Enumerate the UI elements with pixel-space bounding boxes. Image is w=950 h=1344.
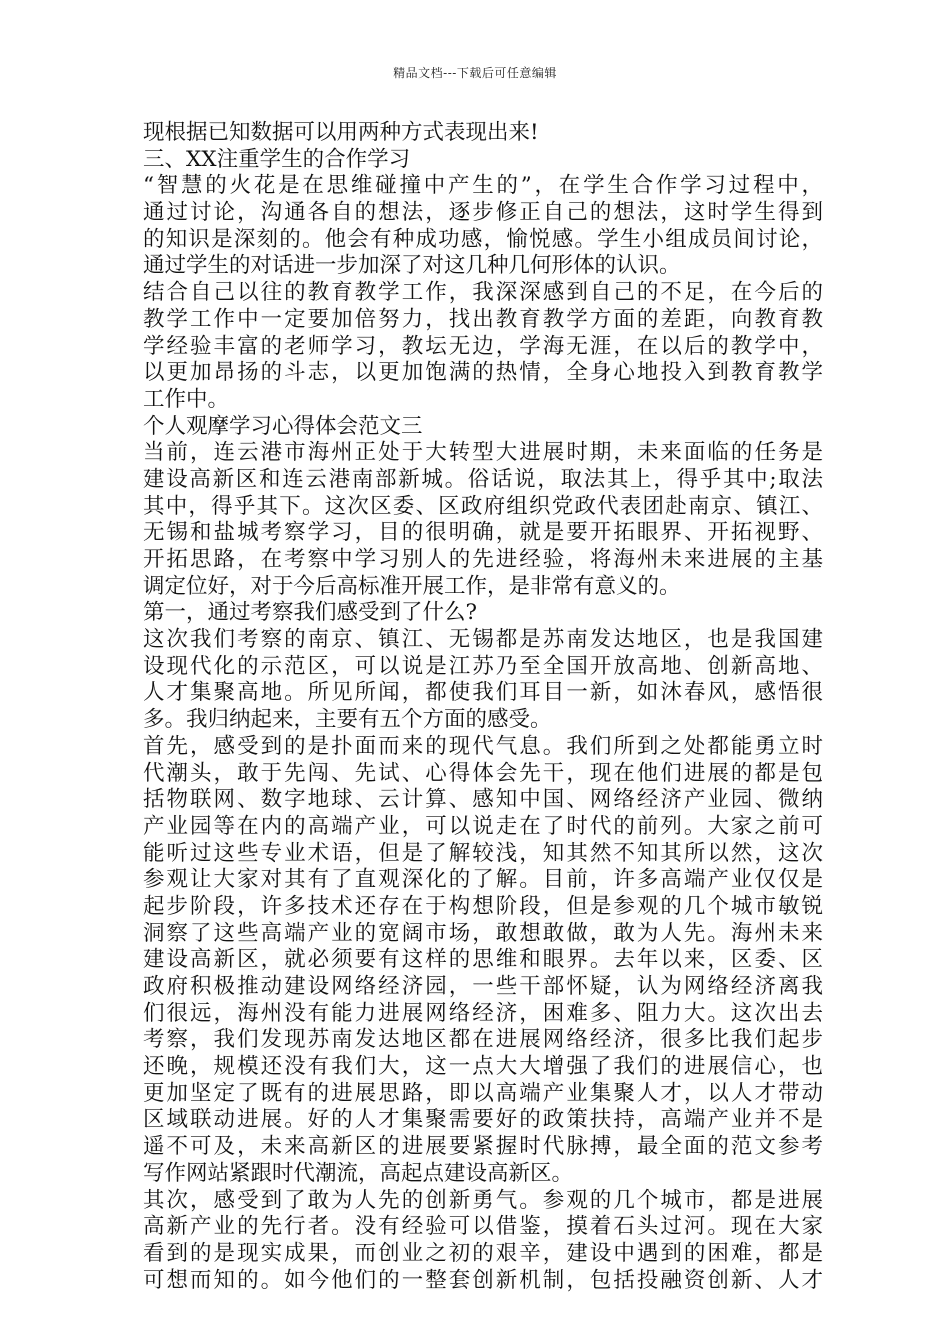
text-line: 现根据已知数据可以用两种方式表现出来! — [143, 120, 539, 145]
text-line: 洞察了这些高端产业的宽阔市场，敢想敢做，敢为人先。海州未来 — [143, 920, 823, 946]
text-line: 可想而知的。如今他们的一整套创新机制，包括投融资创新、人才 — [143, 1267, 823, 1293]
text-line: 的知识是深刻的。他会有种成功感，愉悦感。学生小组成员间讨论， — [143, 226, 823, 252]
text-line: 们很远，海州没有能力进展网络经济，困难多、阻力大。这次出去 — [143, 1000, 823, 1026]
text-line: 其中，得乎其下。这次区委、区政府组织党政代表团赴南京、镇江、 — [143, 493, 823, 519]
text-line: 学经验丰富的老师学习，教坛无边，学海无涯，在以后的教学中， — [143, 333, 823, 359]
text-line: 看到的是现实成果，而创业之初的艰辛，建设中遇到的困难，都是 — [143, 1240, 823, 1266]
text-line: 能听过这些专业术语，但是了解较浅，知其然不知其所以然，这次 — [143, 840, 823, 866]
text-line: 设现代化的示范区，可以说是江苏乃至全国开放高地、创新高地、 — [143, 653, 823, 679]
text-line: 区域联动进展。好的人才集聚需要好的政策扶持，高端产业并不是 — [143, 1107, 823, 1133]
text-line: 这次我们考察的南京、镇江、无锡都是苏南发达地区，也是我国建 — [143, 627, 823, 653]
page-header: 精品文档---下载后可任意编辑 — [393, 66, 557, 80]
text-line: 通过学生的对话进一步加深了对这几种几何形体的认识。 — [143, 253, 681, 279]
text-line: 通过讨论，沟通各自的想法，逐步修正自己的想法，这时学生得到 — [143, 200, 823, 226]
text-line: 起步阶段，许多技术还存在于构想阶段，但是参观的几个城市敏锐 — [143, 893, 823, 919]
text-line: 首先，感受到的是扑面而来的现代气息。我们所到之处都能勇立时 — [143, 733, 823, 759]
text-line: 人才集聚高地。所见所闻，都使我们耳目一新，如沐春风，感悟很 — [143, 680, 823, 706]
text-line: 高新产业的先行者。没有经验可以借鉴，摸着石头过河。现在大家 — [143, 1214, 823, 1240]
text-line: 政府积极推动建设网络经济园，一些干部怀疑，认为网络经济离我 — [143, 974, 823, 999]
document-body — [143, 120, 823, 1294]
text-line: 遥不可及，未来高新区的进展要紧握时代脉搏，最全面的范文参考 — [143, 1134, 823, 1160]
text-line: 代潮头，敢于先闯、先试、心得体会先干，现在他们进展的都是包 — [143, 760, 823, 786]
text-line: 考察，我们发现苏南发达地区都在进展网络经济，很多比我们起步 — [143, 1027, 823, 1053]
text-line: 结合自己以往的教育教学工作，我深深感到自己的不足，在今后的 — [143, 280, 823, 306]
text-line: 更加坚定了既有的进展思路，即以高端产业集聚人才，以人才带动 — [143, 1080, 823, 1106]
text-line: 个人观摩学习心得体会范文三 — [143, 413, 423, 439]
text-line: 产业园等在内的高端产业，可以说走在了时代的前列。大家之前可 — [143, 813, 823, 839]
text-line: “智慧的火花是在思维碰撞中产生的”，在学生合作学习过程中， — [143, 173, 823, 199]
text-line: 建设高新区和连云港南部新城。俗话说，取法其上，得乎其中;取法 — [143, 466, 823, 492]
text-line: 教学工作中一定要加倍努力，找出教育教学方面的差距，向教育教 — [143, 306, 823, 332]
text-line: 以更加昂扬的斗志，以更加饱满的热情，全身心地投入到教育教学 — [143, 360, 823, 386]
text-line: 写作网站紧跟时代潮流，高起点建设高新区。 — [143, 1160, 574, 1186]
text-line: 第一，通过考察我们感受到了什么? — [143, 600, 478, 626]
text-line: 参观让大家对其有了直观深化的了解。目前，许多高端产业仅仅是 — [143, 867, 823, 893]
text-line: 建设高新区，就必须要有这样的思维和眼界。去年以来，区委、区 — [143, 947, 823, 973]
text-line: 其次，感受到了敢为人先的创新勇气。参观的几个城市，都是进展 — [143, 1187, 823, 1213]
text-line: 多。我归纳起来，主要有五个方面的感受。 — [143, 707, 552, 733]
text-line: 括物联网、数字地球、云计算、感知中国、网络经济产业园、微纳 — [143, 787, 823, 813]
text-line: 调定位好，对于今后高标准开展工作，是非常有意义的。 — [143, 573, 681, 599]
text-line: 工作中。 — [143, 386, 230, 412]
text-line: 无锡和盐城考察学习，目的很明确，就是要开拓眼界、开拓视野、 — [143, 520, 823, 546]
text-line: 还晚，规模还没有我们大，这一点大大增强了我们的进展信心，也 — [143, 1054, 823, 1080]
text-line: 当前，连云港市海州正处于大转型大进展时期，未来面临的任务是 — [143, 440, 823, 466]
text-line: 三、XX注重学生的合作学习 — [143, 146, 411, 172]
text-line: 开拓思路，在考察中学习别人的先进经验，将海州未来进展的主基 — [143, 547, 823, 572]
